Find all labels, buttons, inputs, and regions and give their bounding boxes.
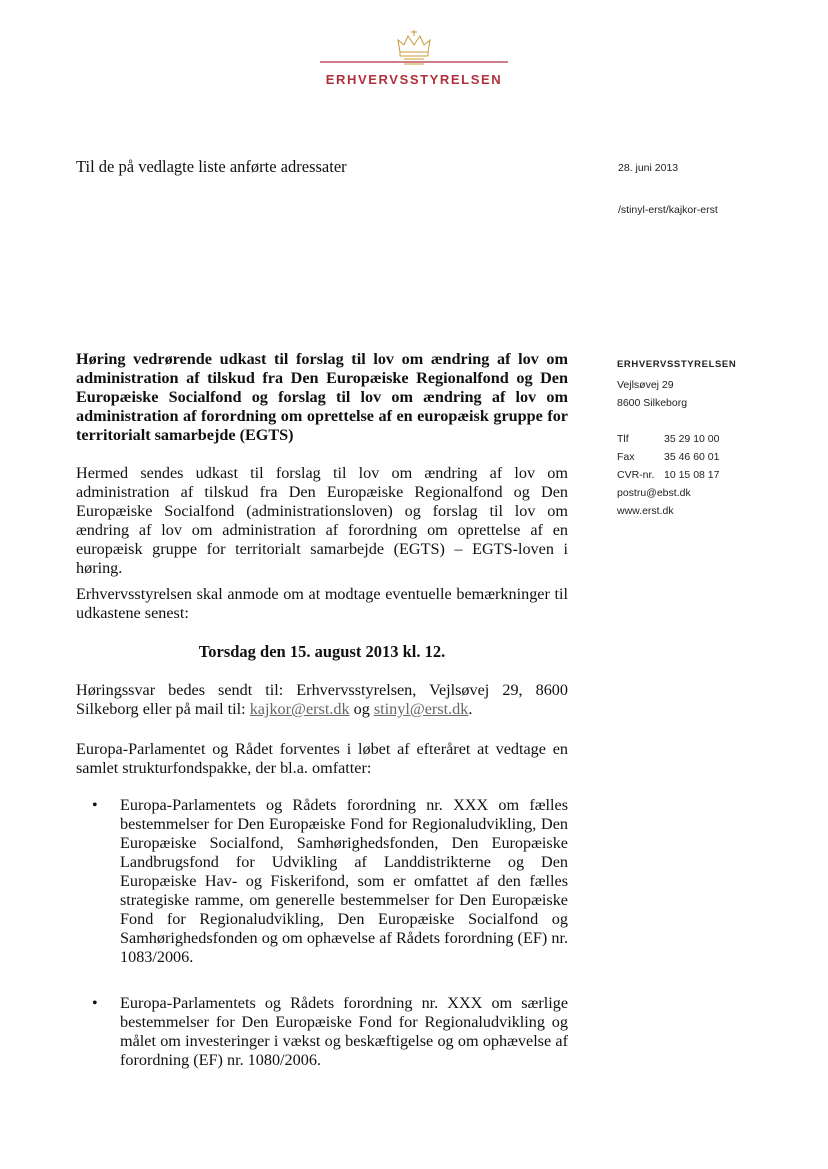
sender-website-link[interactable]: www.erst.dk xyxy=(617,505,674,517)
contact-label: Tlf xyxy=(617,433,629,445)
answers-and: og xyxy=(349,700,374,718)
request-paragraph: Erhvervsstyrelsen skal anmode om at modtage eventuelle bemærkninger til udkastene senest: xyxy=(76,585,568,622)
sender-street: Vejlsøvej 29 xyxy=(617,379,674,391)
bullet-icon: • xyxy=(92,797,98,814)
letter-reference: /stinyl-erst/kajkor-erst xyxy=(618,204,718,216)
answers-suffix: . xyxy=(468,700,473,718)
list-item-text: Europa-Parlamentets og Rådets forordning nr. XXX om særlige bestemmelser for Den Europæiske Fond for Regionaludvikling og målet om investeringer i vækst og beskæftigelse og om ophævelse af forordning (EF) nr. 1080/2006. xyxy=(120,994,568,1069)
sender-email-link[interactable]: postru@ebst.dk xyxy=(617,487,691,499)
answers-text: Høringssvar bedes sendt til: Erhvervsstyrelsen, Vejlsøvej 29, 8600 Silkeborg eller på mail til: xyxy=(76,681,568,718)
contact-value: 35 29 10 00 xyxy=(664,433,720,445)
contact-value: 10 15 08 17 xyxy=(664,469,720,481)
list-item xyxy=(92,796,568,967)
crown-icon xyxy=(300,26,528,70)
contact-value: 35 46 60 01 xyxy=(664,451,720,463)
contact-label: CVR-nr. xyxy=(617,469,655,481)
email-link-kajkor[interactable]: kajkor@erst.dk xyxy=(249,700,350,718)
contact-phone xyxy=(617,433,797,445)
email-link-stinyl[interactable]: stinyl@erst.dk xyxy=(373,700,469,718)
list-item xyxy=(92,994,568,1070)
letter-date: 28. juni 2013 xyxy=(618,162,679,174)
sender-contact-block xyxy=(617,359,797,517)
bullet-icon: • xyxy=(92,995,98,1012)
europa-paragraph: Europa-Parlamentet og Rådet forventes i løbet af efteråret at vedtage en samlet strukturfondspakke, der bl.a. omfatter: xyxy=(76,740,568,777)
answers-paragraph xyxy=(76,681,568,719)
erhvervsstyrelsen-logo xyxy=(300,26,528,96)
letter-subject: Høring vedrørende udkast til forslag til lov om ændring af lov om administration af tilskud fra Den Europæiske Regionalfond og Den Europæiske Socialfond og forslag til lov om ændring af lov om administration af forordning om oprettelse af en europæisk gruppe for territorialt samarbejde (EGTS) xyxy=(76,350,568,444)
deadline-line: Torsdag den 15. august 2013 kl. 12. xyxy=(198,642,446,661)
contact-label: Fax xyxy=(617,451,635,463)
contact-cvr xyxy=(617,469,797,481)
logo-wordmark: ERHVERVSSTYRELSEN xyxy=(325,72,503,87)
list-item-text: Europa-Parlamentets og Rådets forordning nr. XXX om fælles bestemmelser for Den Europæiske Fond for Regionaludvikling, Den Europæiske Socialfond, Samhørighedsfonden, Den Europæiske Landbrugsfond for Udvikling af Landdistrikterne og Den Europæiske Hav- og Fiskerifond, som er omfattet af den fælles strategiske ramme, om generelle bestemmelser for Den Europæiske Fond for Regionaludvikling, Den Europæiske Socialfond og Samhørighedsfonden og om ophævelse af Rådets forordning (EF) nr. 1083/2006. xyxy=(120,796,568,966)
contact-fax xyxy=(617,451,797,463)
sender-city: 8600 Silkeborg xyxy=(617,397,688,409)
addressee-line: Til de på vedlagte liste anførte adressater xyxy=(76,157,347,176)
intro-paragraph: Hermed sendes udkast til forslag til lov om ændring af lov om administration af tilskud fra Den Europæiske Regionalfond og Den Europæiske Socialfond (administrationsloven) og forslag til lov om ændring af lov om administration af forordning om oprettelse af en europæisk gruppe for territorialt samarbejde (EGTS) – EGTS-loven i høring. xyxy=(76,464,568,577)
sender-org-name: ERHVERVSSTYRELSEN xyxy=(617,359,737,370)
